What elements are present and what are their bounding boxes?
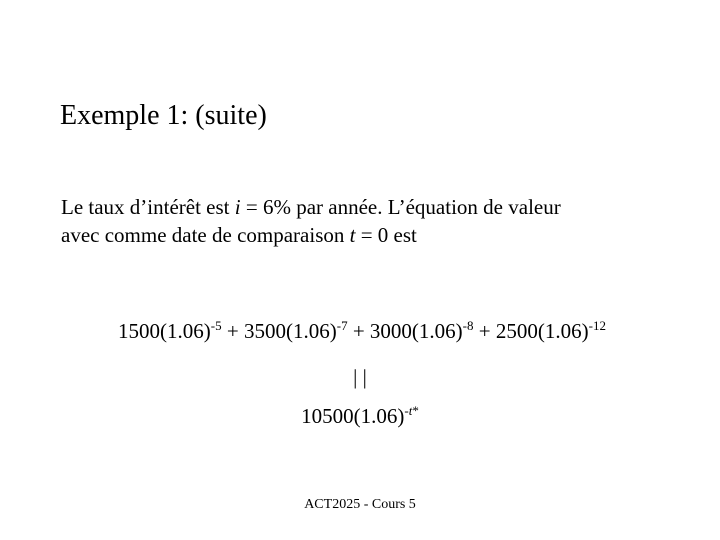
equation-term-1 [118,319,222,343]
variable-t: t [349,223,356,247]
plus-operator: + [473,319,496,343]
equation-lhs [0,317,720,345]
slide-title: Exemple 1: (suite) [60,100,267,131]
term-exponent: -7 [336,318,348,333]
text-segment: = 6% par année. L’équation de valeur [240,195,561,219]
text-segment: Le taux d’intérêt est [61,195,235,219]
rhs-star: * [412,403,419,418]
text-segment: avec comme date de comparaison [61,223,350,247]
term-base: 3000(1.06) [369,319,463,343]
variable-i: i [234,195,241,219]
rhs-exponent [404,403,418,418]
term-base: 1500(1.06) [118,319,211,343]
paragraph-line-2 [61,221,681,249]
body-paragraph [61,193,681,249]
equals-symbol: | | [353,365,367,389]
rhs-base: 10500(1.06) [301,404,405,428]
equation-term-3 [370,319,474,343]
plus-operator: + [221,319,244,343]
term-exponent: -8 [462,318,474,333]
term-exponent: -12 [588,318,606,333]
text-segment: = 0 est [355,223,417,247]
plus-operator: + [347,319,370,343]
term-base: 2500(1.06) [495,319,589,343]
rhs-exponent-var: -t [404,403,413,418]
equation-term-2 [244,319,348,343]
equation-term-4 [496,319,606,343]
term-exponent: -5 [210,318,222,333]
term-base: 3500(1.06) [243,319,337,343]
slide-footer: ACT2025 - Cours 5 [304,497,416,512]
paragraph-line-1 [61,193,681,221]
equation-rhs [0,402,720,430]
